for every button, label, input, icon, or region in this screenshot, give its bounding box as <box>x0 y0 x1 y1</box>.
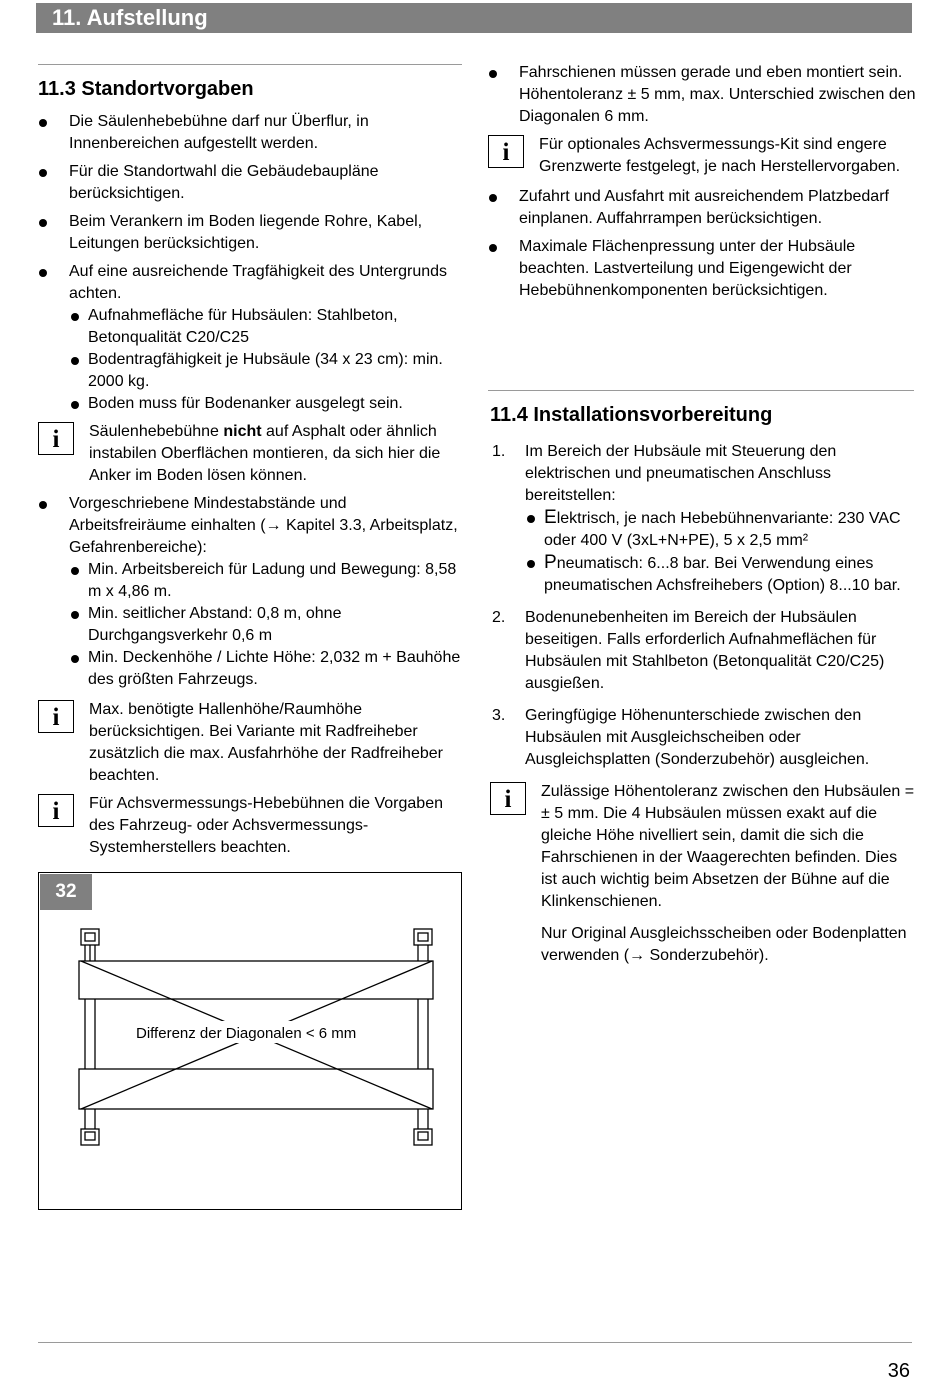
column-post <box>414 929 432 945</box>
figure-number: 32 <box>40 874 92 910</box>
list-item-text: Auf eine ausreichende Tragfähigkeit des Untergrunds achten. <box>69 263 448 302</box>
sub-list-item: Aufnahmefläche für Hubsäulen: Stahlbeton, Betonqualität C20/C25 <box>69 305 462 349</box>
step-number: 1. <box>492 443 506 460</box>
list-item <box>38 493 462 691</box>
sub-list-item: Min. seitlicher Abstand: 0,8 m, ohne Durchgangsverkehr 0,6 m <box>69 603 462 647</box>
step-text: Geringfügige Höhenunterschiede zwischen den Hubsäulen mit Ausgleichscheiben oder Ausgleichsplatten (Sonderzubehör) ausgleichen. <box>525 707 870 768</box>
chapter-header <box>36 3 912 33</box>
sub-list-item: Min. Deckenhöhe / Lichte Höhe: 2,032 m + Bauhöhe des größten Fahrzeugs. <box>69 647 462 691</box>
sub-list-item <box>525 552 916 597</box>
sub-list-item: Bodentragfähigkeit je Hubsäule (34 x 23 cm): min. 2000 kg. <box>69 349 462 393</box>
sub-list-item: Boden muss für Bodenanker ausgelegt sein. <box>69 393 462 415</box>
sub-list-text: neumatisch: 6...8 bar. Bei Verwendung eines pneumatischen Achsfreihebers (Option) 8...10 bar. <box>544 555 901 594</box>
step-text: Bodenunebenheiten im Bereich der Hubsäulen beseitigen. Falls erforderlich Aufnahmeflächen für Hubsäulen mit Stahlbeton (Betonqualität C20/C25) ausgießen. <box>525 609 885 692</box>
section-title-11-4: 11.4 Installationsvorbereitung <box>490 404 773 426</box>
list-item: Für die Standortwahl die Gebäudebaupläne berücksichtigen. <box>38 161 462 205</box>
figure-caption: Differenz der Diagonalen < 6 mm <box>136 1025 357 1042</box>
info-note <box>38 421 462 487</box>
step-number: 2. <box>492 609 506 626</box>
info-note <box>490 781 916 967</box>
runway-crossbar <box>79 961 433 999</box>
info-icon: i <box>488 135 524 168</box>
section-title-11-3: 11.3 Standortvorgaben <box>38 78 254 100</box>
numbered-step <box>490 705 916 771</box>
info-text: Für Achsvermessungs-Hebebühnen die Vorgaben des Fahrzeug- oder Achsvermessungs-Systemherstellers beachten. <box>89 795 443 856</box>
numbered-step <box>490 607 916 695</box>
figure-diagonals <box>38 872 462 1210</box>
list-item: Zufahrt und Ausfahrt mit ausreichendem Platzbedarf einplanen. Auffahrrampen berücksichtigen. <box>488 186 916 230</box>
list-item-text: Vorgeschriebene Mindestabstände und Arbeitsfreiräume einhalten (→ Kapitel 3.3, Arbeitsplatz, Gefahrenbereiche): <box>69 495 458 556</box>
footer-rule <box>38 1342 912 1343</box>
runway-diagram <box>39 873 461 1209</box>
sub-list-text: lektrisch, je nach Hebebühnenvariante: 230 VAC oder 400 V (3xL+N+PE), 5 x 2,5 mm² <box>544 510 901 549</box>
chapter-title: 11. Aufstellung <box>52 5 208 30</box>
info-text-bold: nicht <box>223 423 262 440</box>
list-item <box>38 261 462 415</box>
right-column <box>488 62 916 302</box>
sub-list-item: Min. Arbeitsbereich für Ladung und Bewegung: 8,58 m x 4,86 m. <box>69 559 462 603</box>
info-note <box>38 793 462 859</box>
info-icon: i <box>490 782 526 815</box>
list-item: Fahrschienen müssen gerade und eben montiert sein. Höhentoleranz ± 5 mm, max. Unterschied zwischen den Diagonalen 6 mm. <box>488 62 916 128</box>
step-text: Im Bereich der Hubsäule mit Steuerung den elektrischen und pneumatischen Anschluss bereitstellen: <box>525 443 837 504</box>
sub-list-initial: E <box>544 507 557 528</box>
info-text: Für optionales Achsvermessungs-Kit sind engere Grenzwerte festgelegt, je nach Herstellervorgaben. <box>539 136 901 175</box>
right-section-rule <box>488 390 914 391</box>
sub-list-item <box>525 507 916 552</box>
column-post <box>81 929 99 945</box>
left-section-rule <box>38 64 462 65</box>
sub-list-initial: P <box>544 552 557 573</box>
info-icon: i <box>38 422 74 455</box>
list-item: Die Säulenhebebühne darf nur Überflur, in Innenbereichen aufgestellt werden. <box>38 111 462 155</box>
info-icon: i <box>38 700 74 733</box>
info-text: Zulässige Höhentoleranz zwischen den Hubsäulen = ± 5 mm. Die 4 Hubsäulen müssen exakt auf die gleiche Höhe nivelliert sein, damit die sich die Fahrschienen in der Waagerechten befinden. Dies ist auch wichtig beim Absetzen der Bühne auf die Klinkenschienen. <box>541 783 915 910</box>
numbered-step <box>490 441 916 597</box>
step-number: 3. <box>492 707 506 724</box>
info-text: Max. benötigte Hallenhöhe/Raumhöhe berücksichtigen. Bei Variante mit Radfreiheber zusätzlich die max. Ausfahrhöhe der Radfreiheber beachten. <box>89 701 443 784</box>
info-note <box>38 699 462 787</box>
info-icon: i <box>38 794 74 827</box>
left-column <box>38 66 462 859</box>
page-number: 36 <box>887 1360 910 1382</box>
list-item: Maximale Flächenpressung unter der Hubsäule beachten. Lastverteilung und Eigengewicht der Hebebühnenkomponenten berücksichtigen. <box>488 236 916 302</box>
right-column-section <box>490 403 916 967</box>
runway-crossbar <box>79 1069 433 1109</box>
info-note <box>488 134 916 178</box>
info-text: Säulenhebebühne <box>89 423 224 440</box>
list-item: Beim Verankern im Boden liegende Rohre, Kabel, Leitungen berücksichtigen. <box>38 211 462 255</box>
info-text: auf Asphalt oder ähnlich instabilen Oberflächen montieren, da sich hier die Anker im Boden lösen können. <box>89 423 441 484</box>
info-text: Nur Original Ausgleichsscheiben oder Bodenplatten verwenden (→ Sonderzubehör). <box>541 925 907 964</box>
